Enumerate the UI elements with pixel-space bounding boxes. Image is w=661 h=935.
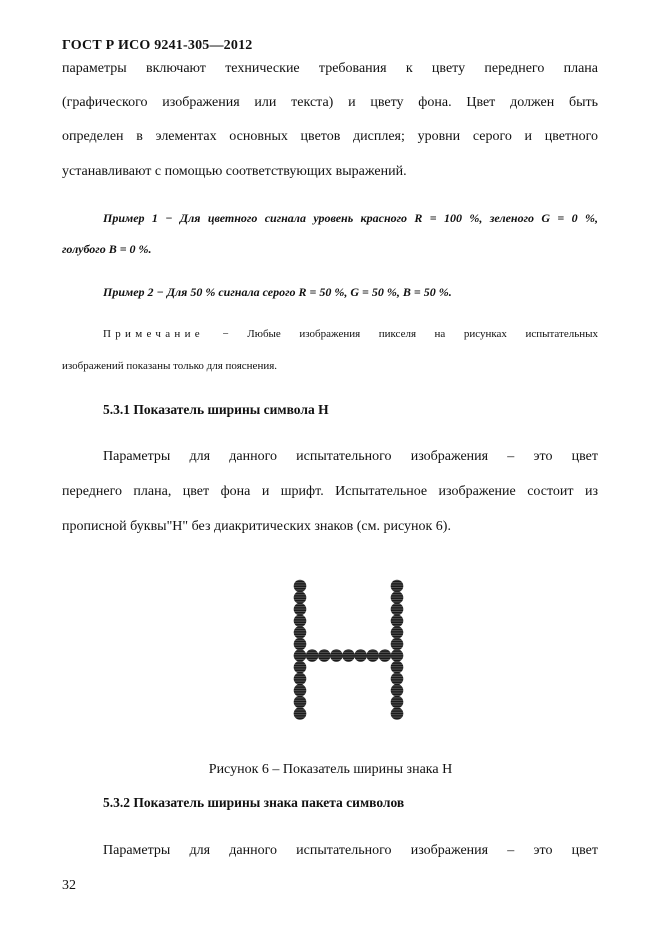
- example-1-line: голубого B = 0 %.: [62, 242, 152, 256]
- pixel-dot: [294, 626, 307, 639]
- pixel-dot: [330, 649, 343, 662]
- pixel-dot: [294, 684, 307, 697]
- paragraph-line: устанавливают с помощью соответствующих выражений.: [62, 164, 407, 179]
- paragraph-line: определен в элементах основных цветов дисплея; уровни серого и цветного: [62, 129, 598, 144]
- pixel-dot: [342, 649, 355, 662]
- pixel-dot: [366, 649, 379, 662]
- pixel-dot: [391, 591, 404, 604]
- pixel-dot: [294, 580, 307, 593]
- pixel-dot: [294, 707, 307, 720]
- pixel-dots: [294, 580, 404, 720]
- figure-caption: Рисунок 6 – Показатель ширины знака H: [208, 762, 453, 777]
- paragraph-line: Параметры для данного испытательного изображения – это цвет: [103, 843, 598, 858]
- pixel-dot: [391, 626, 404, 639]
- figure-6-letter-h: [286, 576, 412, 721]
- pixel-dot: [391, 707, 404, 720]
- page-number: 32: [62, 878, 76, 893]
- note-line: [62, 319, 598, 349]
- pixel-dot: [391, 580, 404, 593]
- paragraph-line: переднего плана, цвет фона и шрифт. Испытательное изображение состоит из: [62, 484, 598, 499]
- standard-header: ГОСТ Р ИСО 9241-305—2012: [62, 38, 253, 53]
- pixel-dot: [391, 615, 404, 628]
- pixel-dot: [354, 649, 367, 662]
- note-text: − Любые изображения пикселя на рисунках испытательных: [222, 328, 599, 340]
- pixel-dot: [306, 649, 319, 662]
- pixel-dot: [294, 661, 307, 674]
- pixel-dot: [391, 603, 404, 616]
- paragraph-line: параметры включают технические требования к цвету переднего плана: [62, 61, 598, 76]
- note-line: изображений показаны только для пояснения.: [62, 360, 278, 372]
- pixel-dot: [318, 649, 331, 662]
- example-2: Пример 2 − Для 50 % сигнала серого R = 50 %, G = 50 %, B = 50 %.: [103, 285, 452, 299]
- section-heading-5-3-1: 5.3.1 Показатель ширины символа H: [103, 402, 329, 417]
- pixel-dot: [294, 638, 307, 651]
- paragraph-line: (графического изображения или текста) и цвету фона. Цвет должен быть: [62, 95, 598, 110]
- pixel-dot: [294, 615, 307, 628]
- example-1-line: Пример 1 − Для цветного сигнала уровень красного R = 100 %, зеленого G = 0 %,: [103, 211, 598, 225]
- pixel-dot: [391, 661, 404, 674]
- pixel-dot: [391, 673, 404, 686]
- pixel-dot: [294, 673, 307, 686]
- note-label: Примечание: [103, 328, 204, 340]
- pixel-dot: [391, 696, 404, 709]
- pixel-dot: [391, 638, 404, 651]
- section-heading-5-3-2: 5.3.2 Показатель ширины знака пакета символов: [103, 795, 405, 810]
- pixel-dot: [294, 603, 307, 616]
- pixel-dot: [379, 649, 392, 662]
- pixel-dot: [391, 649, 404, 662]
- paragraph-line: Параметры для данного испытательного изображения – это цвет: [103, 449, 598, 464]
- pixel-dot: [294, 649, 307, 662]
- pixel-dot: [294, 696, 307, 709]
- pixel-dot: [391, 684, 404, 697]
- paragraph-line: прописной буквы"H" без диакритических знаков (см. рисунок 6).: [62, 519, 451, 534]
- pixel-dot: [294, 591, 307, 604]
